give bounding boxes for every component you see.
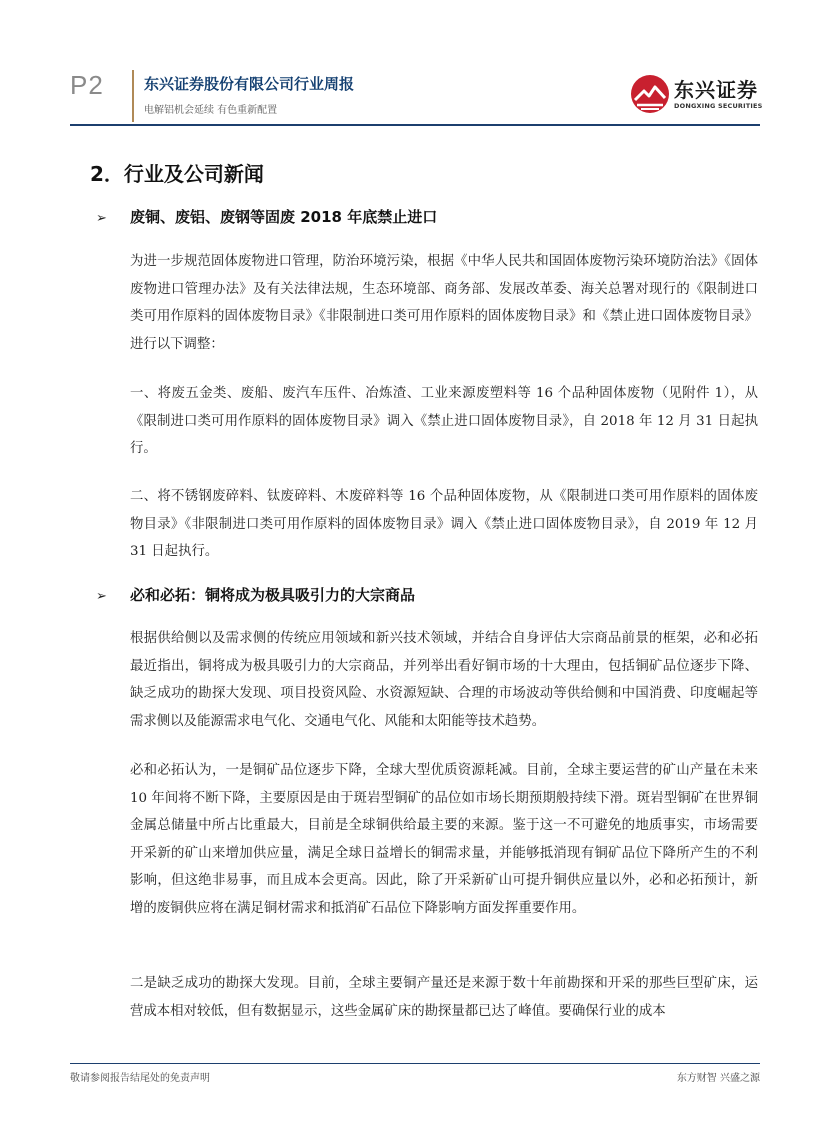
news-2-paragraph-1: 根据供给侧以及需求侧的传统应用领域和新兴技术领域，并结合自身评估大宗商品前景的框架，必和必拓最近指出，铜将成为极具吸引力的大宗商品，并列举出看好铜市场的十大理由，包括铜矿品位逐步下降、缺乏成功的勘探大发现、项目投资风险、水资源短缺、合理的市场波动等供给侧和中国消费、印度崛起等需求侧以及能源需求电气化、交通电气化、风能和太阳能等技术趋势。 bbox=[130, 631, 758, 729]
footer-disclaimer: 敬请参阅报告结尾处的免责声明 bbox=[70, 1073, 210, 1084]
news-heading-1 bbox=[96, 206, 437, 227]
news-heading-2-text: 必和必拓：铜将成为极具吸引力的大宗商品 bbox=[130, 586, 416, 604]
news-1-paragraph-2: 一、将废五金类、废船、废汽车压件、冶炼渣、工业来源废塑料等 16 个品种固体废物（见附件 1），从《限制进口类可用作原料的固体废物目录》调入《禁止进口固体废物目录》，自 2018 年 12 月 31 日起执行。 bbox=[130, 386, 758, 456]
footer-rule bbox=[70, 1063, 760, 1064]
news-2-paragraph-3: 二是缺乏成功的勘探大发现。目前，全球主要铜产量还是来源于数十年前勘探和开采的那些巨型矿床，运营成本相对较低，但有数据显示，这些金属矿床的勘探量都已达了峰值。要确保行业的成本 bbox=[130, 976, 758, 1019]
news-1-paragraph-3: 二、将不锈钢废碎料、钛废碎料、木废碎料等 16 个品种固体废物，从《限制进口类可用作原料的固体废物目录》《非限制进口类可用作原料的固体废物目录》调入《禁止进口固体废物目录》，自 2019 年 12 月 31 日起执行。 bbox=[130, 489, 758, 559]
arrow-bullet-icon: ➢ bbox=[96, 589, 107, 604]
header-rule bbox=[70, 124, 760, 126]
arrow-bullet-icon: ➢ bbox=[96, 211, 107, 226]
logo-english-name: DONGXING SECURITIES bbox=[674, 102, 763, 110]
news-2-paragraph-2: 必和必拓认为，一是铜矿品位逐步下降，全球大型优质资源耗减。目前，全球主要运营的矿山产量在未来 10 年间将不断下降，主要原因是由于斑岩型铜矿的品位如市场长期预期般持续下滑。斑岩型铜矿在世界铜金属总储量中所占比重最大，目前是全球铜供给最主要的来源。鉴于这一不可避免的地质事实，市场需要开采新的矿山来增加供应量，满足全球日益增长的铜需求量，并能够抵消现有铜矿品位下降所产生的不利影响，但这绝非易事，而且成本会更高。因此，除了开采新矿山可提升铜供应量以外，必和必拓预计，新增的废铜供应将在满足铜材需求和抵消矿石品位下降影响方面发挥重要作用。 bbox=[130, 763, 758, 916]
news-heading-2 bbox=[96, 584, 415, 605]
news-1-paragraph-1: 为进一步规范固体废物进口管理，防治环境污染，根据《中华人民共和国固体废物污染环境防治法》《固体废物进口管理办法》及有关法律法规，生态环境部、商务部、发展改革委、海关总署对现行的《限制进口类可用作原料的固体废物目录》《非限制进口类可用作原料的固体废物目录》和《禁止进口固体废物目录》进行以下调整： bbox=[130, 254, 758, 352]
section-title: 2．行业及公司新闻 bbox=[90, 162, 264, 186]
header-divider bbox=[132, 70, 134, 122]
dongxing-logo bbox=[630, 72, 763, 116]
report-subtitle: 电解铝机会延续 有色重新配置 bbox=[144, 105, 278, 116]
news-heading-1-text: 废铜、废铝、废钢等固废 2018 年底禁止进口 bbox=[130, 208, 438, 226]
logo-chinese-name: 东兴证券 bbox=[674, 78, 758, 102]
dongxing-logo-icon bbox=[630, 74, 670, 114]
page-number: P2 bbox=[70, 70, 104, 100]
company-report-title: 东兴证券股份有限公司行业周报 bbox=[144, 75, 355, 93]
footer-slogan: 东方财智 兴盛之源 bbox=[676, 1073, 760, 1084]
